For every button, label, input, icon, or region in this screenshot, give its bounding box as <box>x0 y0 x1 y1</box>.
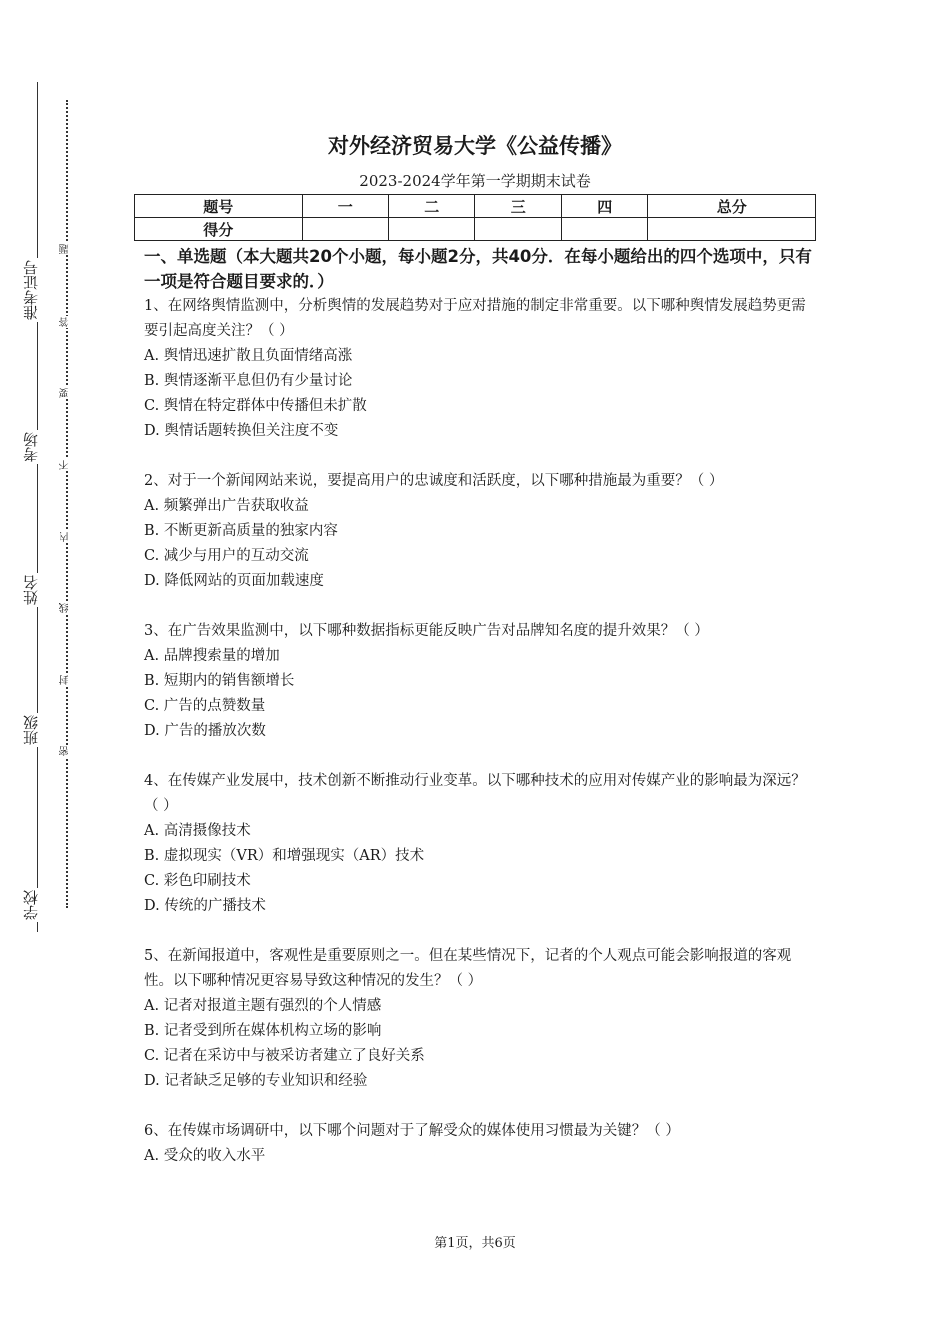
question-stem: 6、在传媒市场调研中，以下哪个问题对于了解受众的媒体使用习惯最为关键？（ ） <box>144 1123 680 1139</box>
question-option: C. 彩色印刷技术 <box>144 873 251 889</box>
binding-label-exam-room: 考场 <box>24 430 52 464</box>
binding-label-exam-number: 准考证号 <box>24 258 52 322</box>
score-cell: 三 <box>475 195 561 218</box>
binding-dotted-line <box>66 100 68 908</box>
question-option: B. 不断更新高质量的独家内容 <box>144 523 338 539</box>
score-cell: 四 <box>561 195 647 218</box>
score-blank-cell <box>475 218 561 241</box>
score-blank-cell <box>302 218 388 241</box>
question-option: B. 记者受到所在媒体机构立场的影响 <box>144 1023 382 1039</box>
question-option: A. 高清摄像技术 <box>144 823 251 839</box>
question-option: C. 记者在采访中与被采访者建立了良好关系 <box>144 1048 425 1064</box>
seal-word: 不 <box>60 459 74 471</box>
question-stem: 1、在网络舆情监测中，分析舆情的发展趋势对于应对措施的制定非常重要。以下哪种舆情发展趋势更需要引起高度关注？（ ） <box>144 298 806 339</box>
question-option: A. 品牌搜索量的增加 <box>144 648 280 664</box>
score-blank-cell <box>388 218 474 241</box>
question <box>144 619 820 744</box>
binding-label-class: 班级 <box>24 713 52 747</box>
seal-word: 封 <box>60 674 74 686</box>
question-option: D. 舆情话题转换但关注度不变 <box>144 423 339 439</box>
seal-word: 线 <box>60 602 74 614</box>
exam-content <box>144 244 820 1169</box>
score-cell: 一 <box>302 195 388 218</box>
score-cell: 总分 <box>648 195 816 218</box>
question-stem: 2、对于一个新闻网站来说，要提高用户的忠诚度和活跃度，以下哪种措施最为重要？（ ） <box>144 473 724 489</box>
score-cell: 题号 <box>135 195 303 218</box>
question-option: C. 广告的点赞数量 <box>144 698 266 714</box>
seal-word: 答 <box>60 316 74 328</box>
question <box>144 469 820 594</box>
question-stem: 4、在传媒产业发展中，技术创新不断推动行业变革。以下哪种技术的应用对传媒产业的影响最为深远？（ ） <box>144 773 806 814</box>
question-option: C. 舆情在特定群体中传播但未扩散 <box>144 398 367 414</box>
binding-label-name: 姓名 <box>24 573 52 607</box>
question-option: D. 传统的广播技术 <box>144 898 266 914</box>
question-option: A. 舆情迅速扩散且负面情绪高涨 <box>144 348 353 364</box>
question-option: B. 短期内的销售额增长 <box>144 673 295 689</box>
score-table <box>134 194 816 241</box>
question <box>144 294 820 444</box>
score-blank-cell <box>648 218 816 241</box>
question-option: B. 舆情逐渐平息但仍有少量讨论 <box>144 373 353 389</box>
section-heading: 一、单选题（本大题共20个小题，每小题2分，共40分．在每小题给出的四个选项中，只有一项是符合题目要求的．） <box>144 247 812 291</box>
score-cell: 得分 <box>135 218 303 241</box>
question-option: A. 频繁弹出广告获取收益 <box>144 498 309 514</box>
question-option: D. 记者缺乏足够的专业知识和经验 <box>144 1073 368 1089</box>
binding-solid-line <box>37 82 38 932</box>
seal-word: 题 <box>60 243 74 255</box>
score-table-header-row <box>135 195 816 218</box>
exam-title: 对外经济贸易大学《公益传播》 <box>328 134 622 158</box>
score-cell: 二 <box>388 195 474 218</box>
exam-subtitle: 2023-2024学年第一学期期末试卷 <box>359 172 591 190</box>
seal-word: 要 <box>60 387 74 399</box>
binding-margin <box>0 0 110 1344</box>
question-option: A. 记者对报道主题有强烈的个人情感 <box>144 998 382 1014</box>
score-blank-cell <box>561 218 647 241</box>
question <box>144 1119 820 1169</box>
question <box>144 944 820 1094</box>
question-option: A. 受众的收入水平 <box>144 1148 266 1164</box>
question-stem: 5、在新闻报道中，客观性是重要原则之一。但在某些情况下，记者的个人观点可能会影响报道的客观性。以下哪种情况更容易导致这种情况的发生？（ ） <box>144 948 792 989</box>
seal-word: 密 <box>60 745 74 757</box>
question-option: B. 虚拟现实（VR）和增强现实（AR）技术 <box>144 848 425 864</box>
page-footer: 第1页，共6页 <box>434 1236 516 1251</box>
question <box>144 769 820 919</box>
question-option: D. 广告的播放次数 <box>144 723 266 739</box>
binding-label-school: 学校 <box>24 888 52 922</box>
score-table-score-row <box>135 218 816 241</box>
question-option: C. 减少与用户的互动交流 <box>144 548 309 564</box>
seal-word: 内 <box>60 531 74 543</box>
question-stem: 3、在广告效果监测中，以下哪种数据指标更能反映广告对品牌知名度的提升效果？（ ） <box>144 623 709 639</box>
question-option: D. 降低网站的页面加载速度 <box>144 573 324 589</box>
